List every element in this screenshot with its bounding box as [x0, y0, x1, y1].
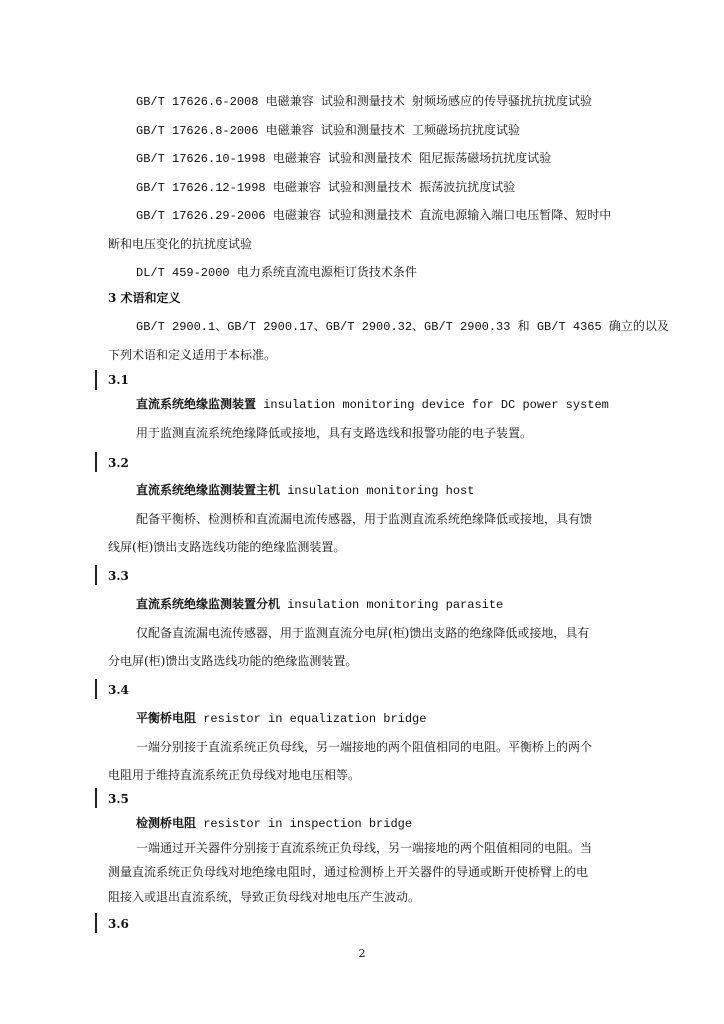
term-title	[136, 710, 426, 727]
term-title	[136, 482, 474, 499]
term-title	[136, 815, 412, 832]
term-definition-line: 仅配备直流漏电流传感器，用于监测直流分电屏(柜)馈出支路的绝缘降低或接地，具有	[136, 626, 590, 640]
term-name-cn: 平衡桥电阻	[136, 711, 197, 725]
term-name-en: insulation monitoring parasite	[280, 598, 504, 612]
term-definition-line: 测量直流系统正负母线对地绝缘电阻时，通过检测桥上开关器件的导通或断开使桥臂上的电	[108, 865, 589, 879]
term-definition-line: 电阻用于维持直流系统正负母线对地电压相等。	[108, 768, 361, 782]
term-number: 3.6	[108, 917, 129, 931]
term-number: 3.1	[108, 373, 129, 387]
standard-ref-4: GB/T 17626.12-1998 电磁兼容 试验和测量技术 振荡波抗扰度试验	[136, 181, 516, 195]
term-name-en: resistor in equalization bridge	[196, 712, 427, 726]
standard-ref-5-continued: 断和电压变化的抗扰度试验	[108, 237, 253, 251]
term-definition-line: 线屏(柜)馈出支路选线功能的绝缘监测装置。	[108, 540, 346, 554]
term-number: 3.2	[108, 456, 129, 470]
change-bar	[95, 679, 97, 699]
term-title	[136, 596, 503, 613]
change-bar	[95, 370, 97, 390]
term-definition-line: 用于监测直流系统绝缘降低或接地，具有支路选线和报警功能的电子装置。	[136, 426, 533, 440]
change-bar	[95, 452, 97, 472]
standard-ref-5: GB/T 17626.29-2006 电磁兼容 试验和测量技术 直流电源输入端口电压暂降、短时中	[136, 209, 612, 223]
change-bar	[95, 565, 97, 585]
term-definition-line: 配备平衡桥、检测桥和直流漏电流传感器，用于监测直流系统绝缘降低或接地，具有馈	[136, 512, 593, 526]
term-name-en: insulation monitoring host	[280, 484, 475, 498]
standard-ref-2: GB/T 17626.8-2006 电磁兼容 试验和测量技术 工频磁场抗扰度试验	[136, 124, 521, 138]
change-bar	[95, 913, 97, 933]
term-name-cn: 检测桥电阻	[136, 816, 197, 830]
change-bar	[95, 788, 97, 808]
standard-ref-3: GB/T 17626.10-1998 电磁兼容 试验和测量技术 阻尼振荡磁场抗扰度试验	[136, 152, 552, 166]
term-number: 3.5	[108, 792, 129, 806]
term-definition-line: 一端分别接于直流系统正负母线，另一端接地的两个阻值相同的电阻。平衡桥上的两个	[136, 740, 593, 754]
standard-ref-1: GB/T 17626.6-2008 电磁兼容 试验和测量技术 射频场感应的传导骚扰抗扰度试验	[136, 95, 593, 109]
term-number: 3.3	[108, 569, 129, 583]
standard-ref-6: DL/T 459-2000 电力系统直流电源柜订货技术条件	[136, 266, 417, 280]
section-heading: 3 术语和定义	[108, 291, 181, 305]
term-name-cn: 直流系统绝缘监测装置	[136, 397, 257, 411]
term-name-en: resistor in inspection bridge	[196, 817, 413, 831]
term-definition-line: 阻接入或退出直流系统，导致正负母线对地电压产生波动。	[108, 890, 421, 904]
term-definition-line: 一端通过开关器件分别接于直流系统正负母线，另一端接地的两个阻值相同的电阻。当	[136, 841, 593, 855]
page-number: 2	[358, 947, 366, 960]
section-intro-line-2: 下列术语和定义适用于本标准。	[108, 348, 277, 362]
term-number: 3.4	[108, 683, 129, 697]
term-title	[136, 396, 609, 413]
term-name-cn: 直流系统绝缘监测装置主机	[136, 483, 281, 497]
term-name-cn: 直流系统绝缘监测装置分机	[136, 597, 281, 611]
term-definition-line: 分电屏(柜)馈出支路选线功能的绝缘监测装置。	[108, 654, 358, 668]
term-name-en: insulation monitoring device for DC power system	[256, 398, 609, 412]
section-intro-line-1: GB/T 2900.1、GB/T 2900.17、GB/T 2900.32、GB/T 2900.33 和 GB/T 4365 确立的以及	[136, 320, 669, 334]
